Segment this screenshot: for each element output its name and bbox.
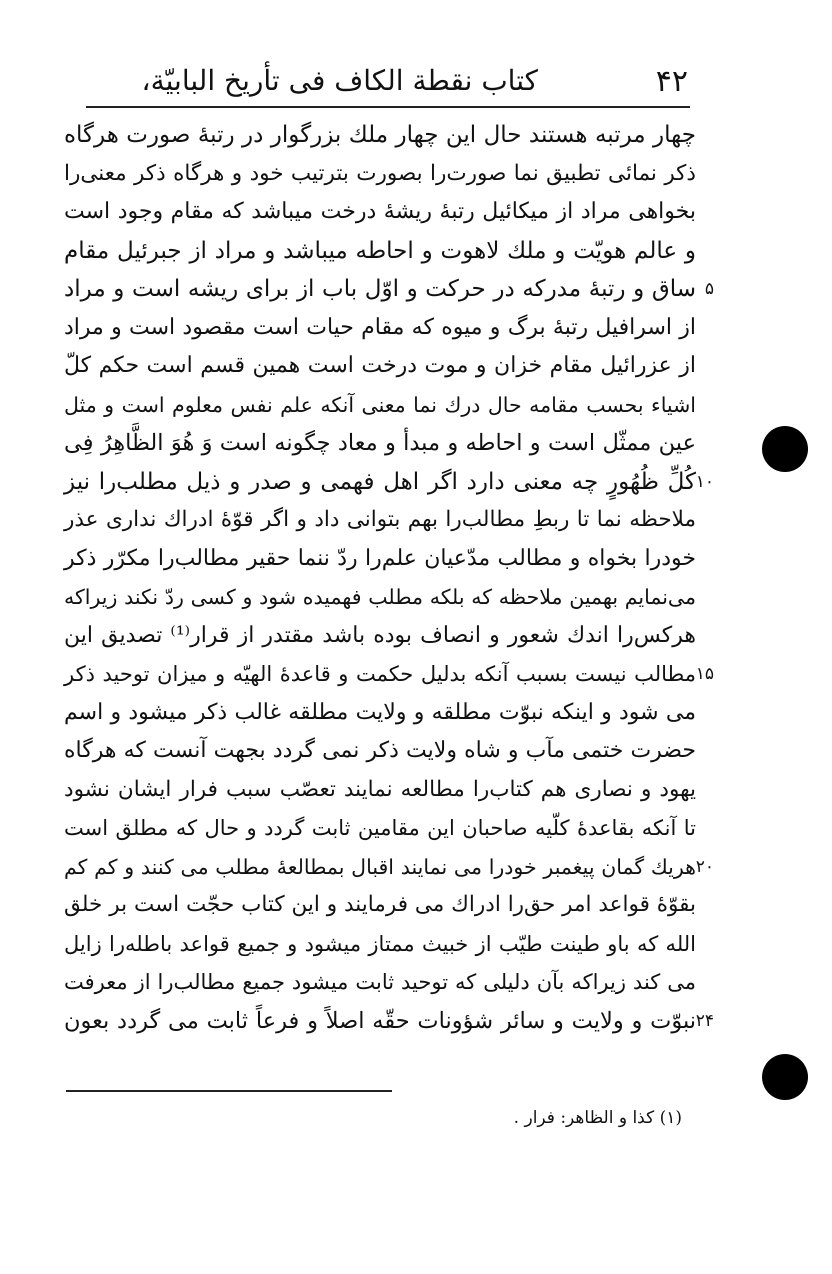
line-text: خودرا بخواه و مطالب مدّعیان علم‌را ردّ ننما حقیر مطالب‌را مکرّر ذکر xyxy=(64,545,696,571)
text-line xyxy=(64,1002,714,1041)
footnote: (۱) کذا و الظاهر: فرار . xyxy=(513,1108,682,1128)
line-text: هرکس‌را اندك شعور و انصاف بوده باشد مقتدر از قرار⁽¹⁾ تصدیق این xyxy=(64,622,696,648)
line-text: و عالم هویّت و ملك لاهوت و احاطه میباشد و مراد از جبرئیل مقام xyxy=(64,237,696,264)
line-text: یهود و نصاری هم کتاب‌را مطالعه نمایند تعصّب سبب فرار ایشان نشود xyxy=(64,776,696,802)
line-text: از اسرافیل رتبهٔ برگ و میوه که مقام حیات است مقصود است و مراد xyxy=(64,314,696,340)
text-line xyxy=(64,424,696,463)
text-line xyxy=(64,617,696,656)
binder-hole-upper xyxy=(762,426,808,472)
text-line xyxy=(64,116,696,155)
line-text: ساق و رتبهٔ مدرکه در حرکت و اوّل باب از برای ریشه است و مراد xyxy=(64,276,696,302)
page-header xyxy=(86,60,688,106)
line-text: اشیاء بحسب مقامه حال درك نما معنی آنکه علم نفس معلوم است و مثل xyxy=(64,392,696,417)
text-line xyxy=(64,501,696,540)
text-line xyxy=(64,732,696,771)
line-text: بخواهی مراد از میکائیل رتبهٔ ریشهٔ درخت میباشد که مقام وجود است xyxy=(64,199,696,224)
line-text: می‌نمایم بهمین ملاحظه که بلکه مطلب فهمیده شود و کسی ردّ نکند زیراکه xyxy=(64,585,696,609)
line-text: کُلِّ ظُهُورٍ چه معنی دارد اگر اهل فهمی و صدر و ذیل مطلب‌را نیز xyxy=(64,468,696,495)
page-number: ۴۲ xyxy=(655,64,688,99)
binder-hole-lower xyxy=(762,1054,808,1100)
text-line xyxy=(64,848,714,887)
text-line xyxy=(64,155,696,194)
text-line xyxy=(64,232,696,271)
line-text: بقوّهٔ قواعد امر حق‌را ادراك می فرمایند و این کتاب حجّت است بر خلق xyxy=(64,892,696,917)
line-text: می شود و اینکه نبوّت مطلقه و ولایت مطلقه غالب ذکر میشود و اسم xyxy=(64,699,696,725)
text-line xyxy=(64,578,696,617)
footnote-rule xyxy=(66,1090,392,1092)
running-title: کتاب نقطة الکاف فی تأریخ البابیّة، xyxy=(141,64,538,97)
text-line xyxy=(64,925,696,964)
line-text: تا آنکه بقاعدهٔ کلّیه صاحبان این مقامین ثابت گردد و حال که مطلق است xyxy=(64,816,696,840)
text-line xyxy=(64,347,696,386)
line-number: ۲۴ xyxy=(695,1010,714,1031)
line-text: ذکر نمائی تطبیق نما صورت‌را بصورت بترتیب خود و هرگاه ذکر معنی‌را xyxy=(64,160,696,186)
text-line xyxy=(64,771,696,810)
line-text: حضرت ختمی مآب و شاه ولایت ذکر نمی گردد بجهت آنست که هرگاه xyxy=(64,738,696,763)
text-line xyxy=(64,270,714,309)
line-number: ۱۵ xyxy=(695,664,714,684)
line-text: می کند زیراکه بآن دلیلی که توحید ثابت میشود جمیع مطالب‌را از معرفت xyxy=(64,970,696,994)
line-text: عین ممثّل است و احاطه و مبدأ و معاد چگونه است وَ هُوَ الظَّاهِرُ فِی xyxy=(64,430,696,456)
text-line xyxy=(64,540,696,579)
line-text: چهار مرتبه هستند حال این چهار ملك بزرگوار در رتبهٔ صورت هرگاه xyxy=(64,122,696,148)
text-line xyxy=(64,655,714,694)
text-line xyxy=(64,193,696,232)
text-line xyxy=(64,694,696,733)
line-number: ۲۰ xyxy=(695,856,714,877)
line-text: هریك گمان پیغمبر خودرا می نمایند اقبال بمطالعهٔ مطلب می کنند و کم کم xyxy=(64,854,696,879)
line-text: مطالب نیست بسبب آنکه بدلیل حکمت و قاعدهٔ الهیّه و میزان توحید ذکر xyxy=(64,662,696,686)
line-text: الله که باو طینت طیّب از خبیث ممتاز میشود و جمیع قواعد باطله‌را زایل xyxy=(64,931,696,956)
text-line xyxy=(64,963,696,1002)
text-line xyxy=(64,386,696,425)
line-number: ۱۰ xyxy=(695,471,714,492)
text-line xyxy=(64,309,696,348)
text-line xyxy=(64,809,696,848)
text-line xyxy=(64,886,696,925)
line-number: ۵ xyxy=(704,279,714,299)
text-line xyxy=(64,463,714,502)
line-text: از عزرائیل مقام خزان و موت درخت است همین قسم است حکم کلّ xyxy=(64,353,696,378)
header-rule xyxy=(86,106,690,108)
line-text: نبوّت و ولایت و سائر شؤونات حقّه اصلاً و فرعاً ثابت می گردد بعون xyxy=(64,1007,696,1034)
line-text: ملاحظه نما تا ربطِ مطالب‌را بهم بتوانی داد و اگر قوّهٔ ادراك نداری عذر xyxy=(64,507,696,532)
body-text xyxy=(64,116,714,1040)
